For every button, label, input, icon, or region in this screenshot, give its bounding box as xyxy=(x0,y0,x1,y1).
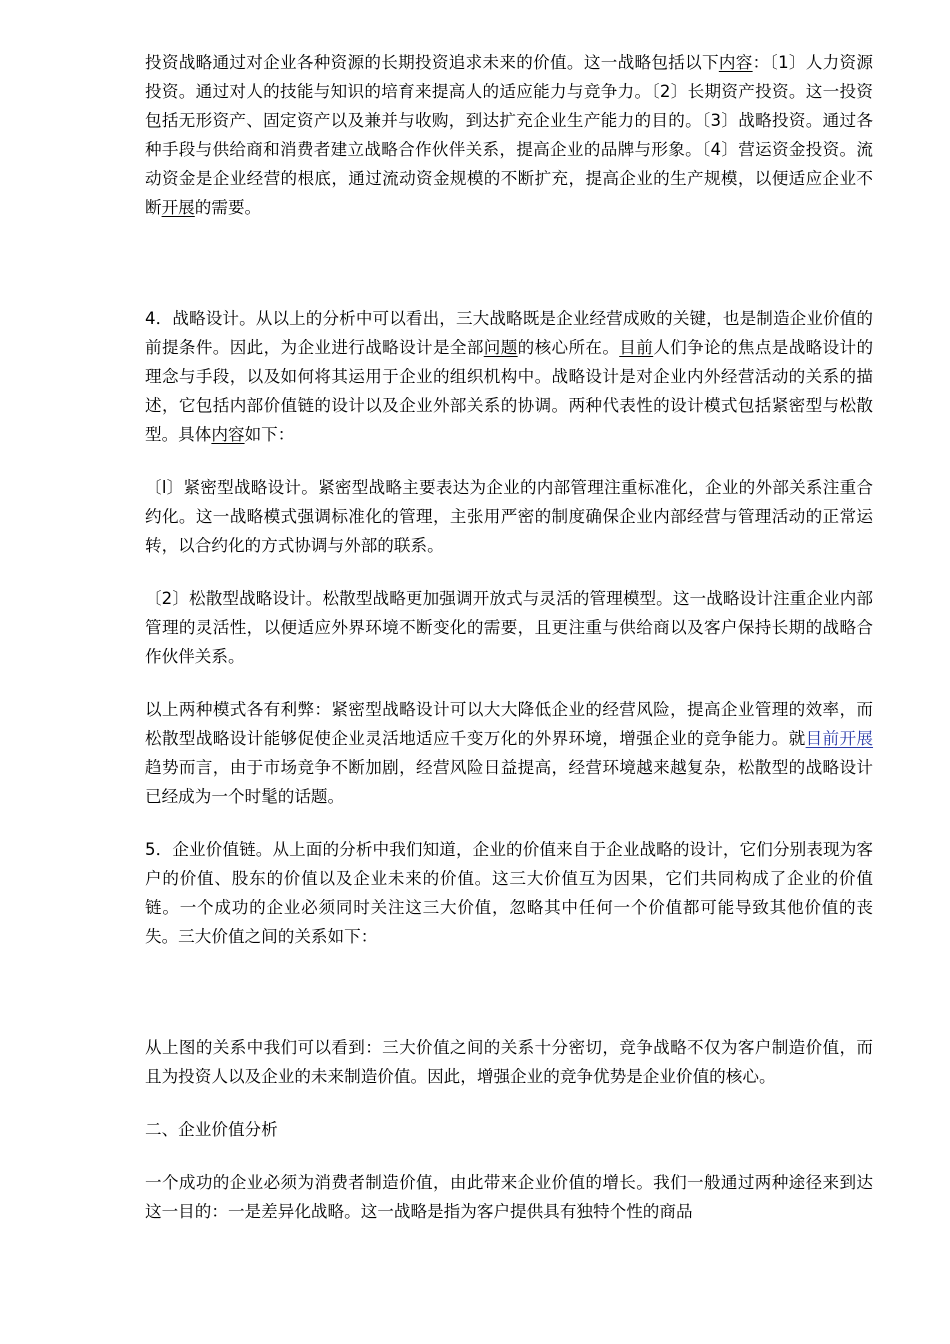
text: 投资战略通过对企业各种资源的长期投资追求未来的价值。这一战略包括以下 xyxy=(145,53,719,72)
underlined-term: 问题 xyxy=(483,338,518,357)
text: 4．战略设计。从以上的分析中可以看出，三大战略既是企业经营成败的关键，也是制造企业价值的前提条件。因此，为企业进行战略设计是全部 xyxy=(145,309,873,357)
underlined-term: 内容 xyxy=(211,425,245,444)
text: 以上两种模式各有利弊：紧密型战略设计可以大大降低企业的经营风险，提高企业管理的效率，而松散型战略设计能够促使企业灵活地适应千变万化的外界环境，增强企业的竞争能力。就 xyxy=(145,700,873,748)
paragraph-value-analysis: 一个成功的企业必须为消费者制造价值，由此带来企业价值的增长。我们一般通过两种途径来到达这一目的：一是差异化战略。这一战略是指为客户提供具有独特个性的商品 xyxy=(145,1173,873,1221)
paragraph-tight-design: 〔l〕紧密型战略设计。紧密型战略主要表达为企业的内部管理注重标准化，企业的外部关系注重合约化。这一战略模式强调标准化的管理，主张用严密的制度确保企业内部经营与管理活动的正常运转，以合约化的方式协调与外部的联系。 xyxy=(145,478,873,555)
paragraph-investment-strategy xyxy=(145,48,873,222)
document-page xyxy=(145,48,873,1226)
current-development-link[interactable]: 目前开展 xyxy=(805,729,874,748)
underlined-term: 目前 xyxy=(619,338,654,357)
text: 趋势而言，由于市场竞争不断加剧，经营风险日益提高，经营环境越来越复杂，松散型的战略设计已经成为一个时髦的话题。 xyxy=(145,758,873,806)
paragraph-pros-cons xyxy=(145,695,873,811)
paragraph-strategy-design xyxy=(145,304,873,449)
section-heading: 二、企业价值分析 xyxy=(145,1120,278,1139)
text: 人们争论的焦点是战略设计的理念与手段，以及如何将其运用于企业的组织机构中。战略设计是对企业内外经营活动的关系的描述，它包括内部价值链的设计以及企业外部关系的协调。两种代表性的设计模式包括紧密型与松散型。具体 xyxy=(145,338,874,444)
paragraph-loose-design: 〔2〕松散型战略设计。松散型战略更加强调开放式与灵活的管理模型。这一战略设计注重企业内部管理的灵活性，以便适应外界环境不断变化的需要，且更注重与供给商以及客户保持长期的战略合作伙伴关系。 xyxy=(145,589,873,666)
paragraph-value-chain: 5．企业价值链。从上面的分析中我们知道，企业的价值来自于企业战略的设计，它们分别表现为客户的价值、股东的价值以及企业未来的价值。这三大价值互为因果，它们共同构成了企业的价值链。一个成功的企业必须同时关注这三大价值，忽略其中任何一个价值都可能导致其他价值的丧失。三大价值之间的关系如下： xyxy=(145,840,873,946)
paragraph-figure-conclusion: 从上图的关系中我们可以看到：三大价值之间的关系十分密切，竞争战略不仅为客户制造价值，而且为投资人以及企业的未来制造价值。因此，增强企业的竞争优势是企业价值的核心。 xyxy=(145,1038,873,1086)
text: ：〔1〕人力资源投资。通过对人的技能与知识的培育来提高人的适应能力与竞争力。〔2〕长期资产投资。这一投资包括无形资产、固定资产以及兼并与收购，到达扩充企业生产能力的目的。〔3〕战略投资。通过各种手段与供给商和消费者建立战略合作伙伴关系，提高企业的品牌与形象。〔4〕营运资金投资。流动资金是企业经营的根底，通过流动资金规模的不断扩充，提高企业的生产规模，以便适应企业不断 xyxy=(145,53,874,217)
underlined-term: 内容 xyxy=(718,53,753,72)
underlined-term: 开展 xyxy=(161,198,195,217)
text: 如下： xyxy=(244,425,295,444)
text: 的核心所在。 xyxy=(517,338,620,357)
text: 的需要。 xyxy=(194,198,262,217)
